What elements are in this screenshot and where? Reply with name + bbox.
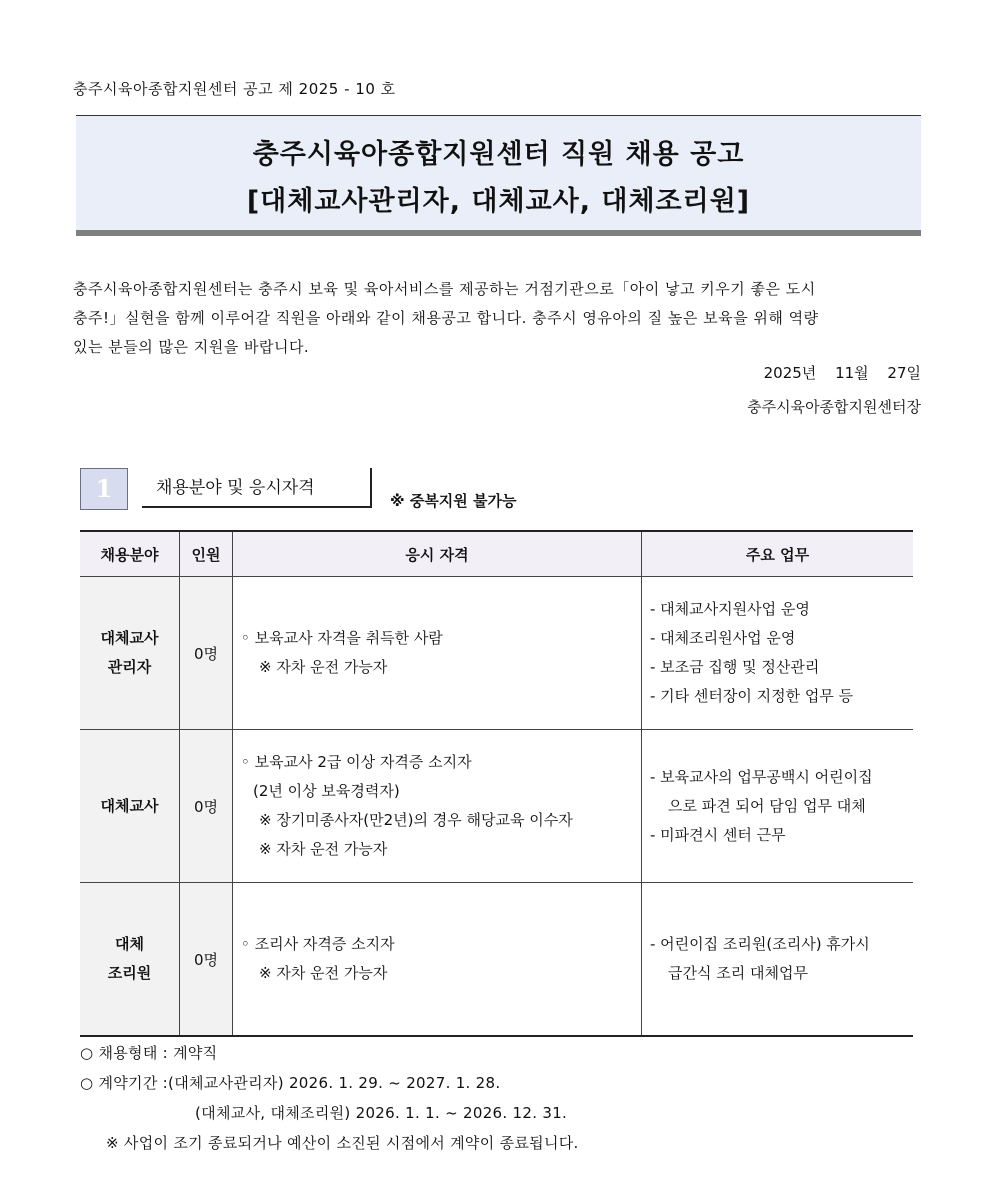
field-cell [80,730,180,883]
duty-cell [642,730,914,883]
count-cell: 0명 [180,883,233,1037]
date-day: 27일 [887,364,921,382]
qualification-item: (2년 이상 보육경력자) [253,782,400,800]
date-month: 11월 [835,364,869,382]
section-title: 채용분야 및 응시자격 [142,468,372,508]
date-year: 2025년 [763,364,817,382]
duty-item: - 보육교사의 업무공백시 어린이집 [650,767,873,786]
contract-period: (대체교사, 대체조리원) 2026. 1. 1. ~ 2026. 12. 31. [195,1104,568,1122]
footer-notes [80,1038,579,1158]
duty-item: - 기타 센터장이 지정한 업무 등 [650,687,854,705]
intro-line: 충주!」실현을 함께 이루어갈 직원을 아래와 같이 채용공고 합니다. 충주시 영유아의 질 높은 보육을 위해 역량 [73,309,819,327]
header-field: 채용분야 [80,531,180,577]
duty-item: - 대체교사지원사업 운영 [650,600,810,618]
intro-line: 충주시육아종합지원센터는 충주시 보육 및 육아서비스를 제공하는 거점기관으로「아이 낳고 키우기 좋은 도시 [73,280,816,298]
count-cell: 0명 [180,730,233,883]
table-row [80,883,913,1037]
intro-line: 있는 분들의 많은 지원을 바랍니다. [73,338,310,356]
table-row [80,577,913,730]
duty-item: 급간식 조리 대체업무 [668,964,808,982]
table-header-row [80,531,913,577]
field-cell [80,577,180,730]
duty-item: - 어린이집 조리원(조리사) 휴가시 [650,935,870,953]
qualification-item: ※ 자차 운전 가능자 [259,840,388,858]
section-number-badge: 1 [80,468,128,510]
header-qualification: 응시 자격 [233,531,642,577]
duty-item: 으로 파견 되어 담임 업무 대체 [668,796,866,815]
qualification-item: ◦ 조리사 자격증 소지자 [241,935,395,953]
field-label: 대체교사 [100,796,159,815]
signer: 충주시육아종합지원센터장 [747,398,921,416]
duty-item: - 대체조리원사업 운영 [650,629,796,647]
intro-paragraph [73,275,921,362]
header-duty: 주요 업무 [642,531,914,577]
qualification-item: ※ 장기미종사자(만2년)의 경우 해당교육 이수자 [259,811,573,829]
count-cell: 0명 [180,577,233,730]
qualification-item: ◦ 보육교사 자격을 취득한 사람 [241,629,443,647]
header-count: 인원 [180,531,233,577]
duty-item: - 보조금 집행 및 정산관리 [650,658,820,676]
notice-date [750,362,921,383]
qualification-item: ※ 자차 운전 가능자 [259,658,388,676]
employment-type: ○ 채용형태 : 계약직 [80,1044,218,1062]
contract-warning: ※ 사업이 조기 종료되거나 예산이 소진된 시점에서 계약이 종료됩니다. [106,1134,579,1152]
recruitment-table [80,530,913,1037]
title-banner [76,115,921,236]
qualification-cell [233,577,642,730]
field-cell [80,883,180,1037]
duty-item: - 미파견시 센터 근무 [650,825,786,844]
notice-number: 충주시육아종합지원센터 공고 제 2025 - 10 호 [73,80,396,98]
section-note: ※ 중복지원 불가능 [390,492,517,510]
duty-cell [642,883,914,1037]
duty-cell [642,577,914,730]
table-row [80,730,913,883]
field-label: 대체 [115,935,144,953]
contract-period: ○ 계약기간 :(대체교사관리자) 2026. 1. 29. ~ 2027. 1. 28. [80,1074,501,1092]
qualification-item: ※ 자차 운전 가능자 [259,964,388,982]
qualification-cell [233,883,642,1037]
page-subtitle: [대체교사관리자, 대체교사, 대체조리원] [246,186,751,217]
page-title: 충주시육아종합지원센터 직원 채용 공고 [252,139,745,170]
field-label: 관리자 [107,658,152,676]
field-label: 조리원 [107,964,152,982]
field-label: 대체교사 [100,629,159,647]
qualification-item: ◦ 보육교사 2급 이상 자격증 소지자 [241,753,472,771]
qualification-cell [233,730,642,883]
